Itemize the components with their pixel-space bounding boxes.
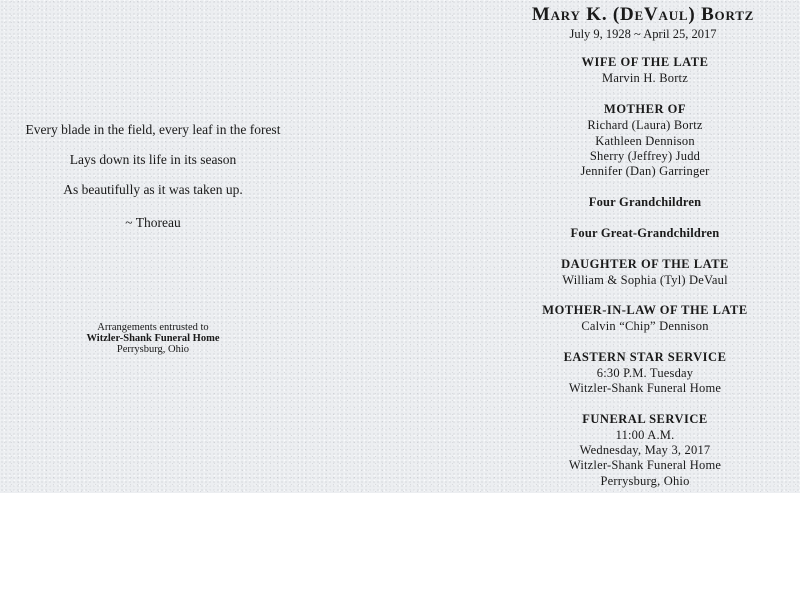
section-heading-great-grandchildren: Four Great-Grandchildren xyxy=(570,226,720,240)
section-heading-wife: WIFE OF THE LATE xyxy=(581,55,709,69)
section-line: Perrysburg, Ohio xyxy=(600,474,690,488)
section-line: Marvin H. Bortz xyxy=(602,71,688,85)
section-heading-grandchildren: Four Grandchildren xyxy=(588,195,702,209)
quote-line-3: As beautifully as it was taken up. xyxy=(63,182,243,197)
quote-line-2: Lays down its life in its season xyxy=(69,152,237,167)
section-line: Witzler-Shank Funeral Home xyxy=(568,381,722,395)
arrangements-label: Arrangements entrusted to xyxy=(97,322,209,333)
quote-author: ~ Thoreau xyxy=(125,215,181,230)
section-heading-mother-in-law: MOTHER-IN-LAW OF THE LATE xyxy=(542,303,748,317)
section-heading-daughter: DAUGHTER OF THE LATE xyxy=(561,257,729,271)
arrangements-home: Witzler-Shank Funeral Home xyxy=(86,333,220,344)
arrangements-city: Perrysburg, Ohio xyxy=(116,344,190,355)
section-line: Witzler-Shank Funeral Home xyxy=(568,458,722,472)
section-line: Jennifer (Dan) Garringer xyxy=(580,164,710,178)
section-line: Richard (Laura) Bortz xyxy=(587,118,703,132)
right-panel xyxy=(490,0,800,493)
section-heading-mother: MOTHER OF xyxy=(604,102,686,116)
section-line: Wednesday, May 3, 2017 xyxy=(579,443,711,457)
section-heading-eastern-star: EASTERN STAR SERVICE xyxy=(563,350,727,364)
quote-line-1: Every blade in the field, every leaf in the forest xyxy=(25,122,281,137)
section-line: 6:30 P.M. Tuesday xyxy=(596,366,694,380)
left-panel xyxy=(0,0,310,493)
section-line: Kathleen Dennison xyxy=(595,134,695,148)
section-line: Calvin “Chip” Dennison xyxy=(581,319,709,333)
section-line: William & Sophia (Tyl) DeVaul xyxy=(562,273,728,287)
section-line: 11:00 A.M. xyxy=(615,428,675,442)
section-line: Sherry (Jeffrey) Judd xyxy=(589,149,701,163)
deceased-name: Mary K. (DeVaul) Bortz xyxy=(531,4,755,25)
section-heading-funeral: FUNERAL SERVICE xyxy=(582,412,708,426)
life-dates: July 9, 1928 ~ April 25, 2017 xyxy=(569,27,717,41)
